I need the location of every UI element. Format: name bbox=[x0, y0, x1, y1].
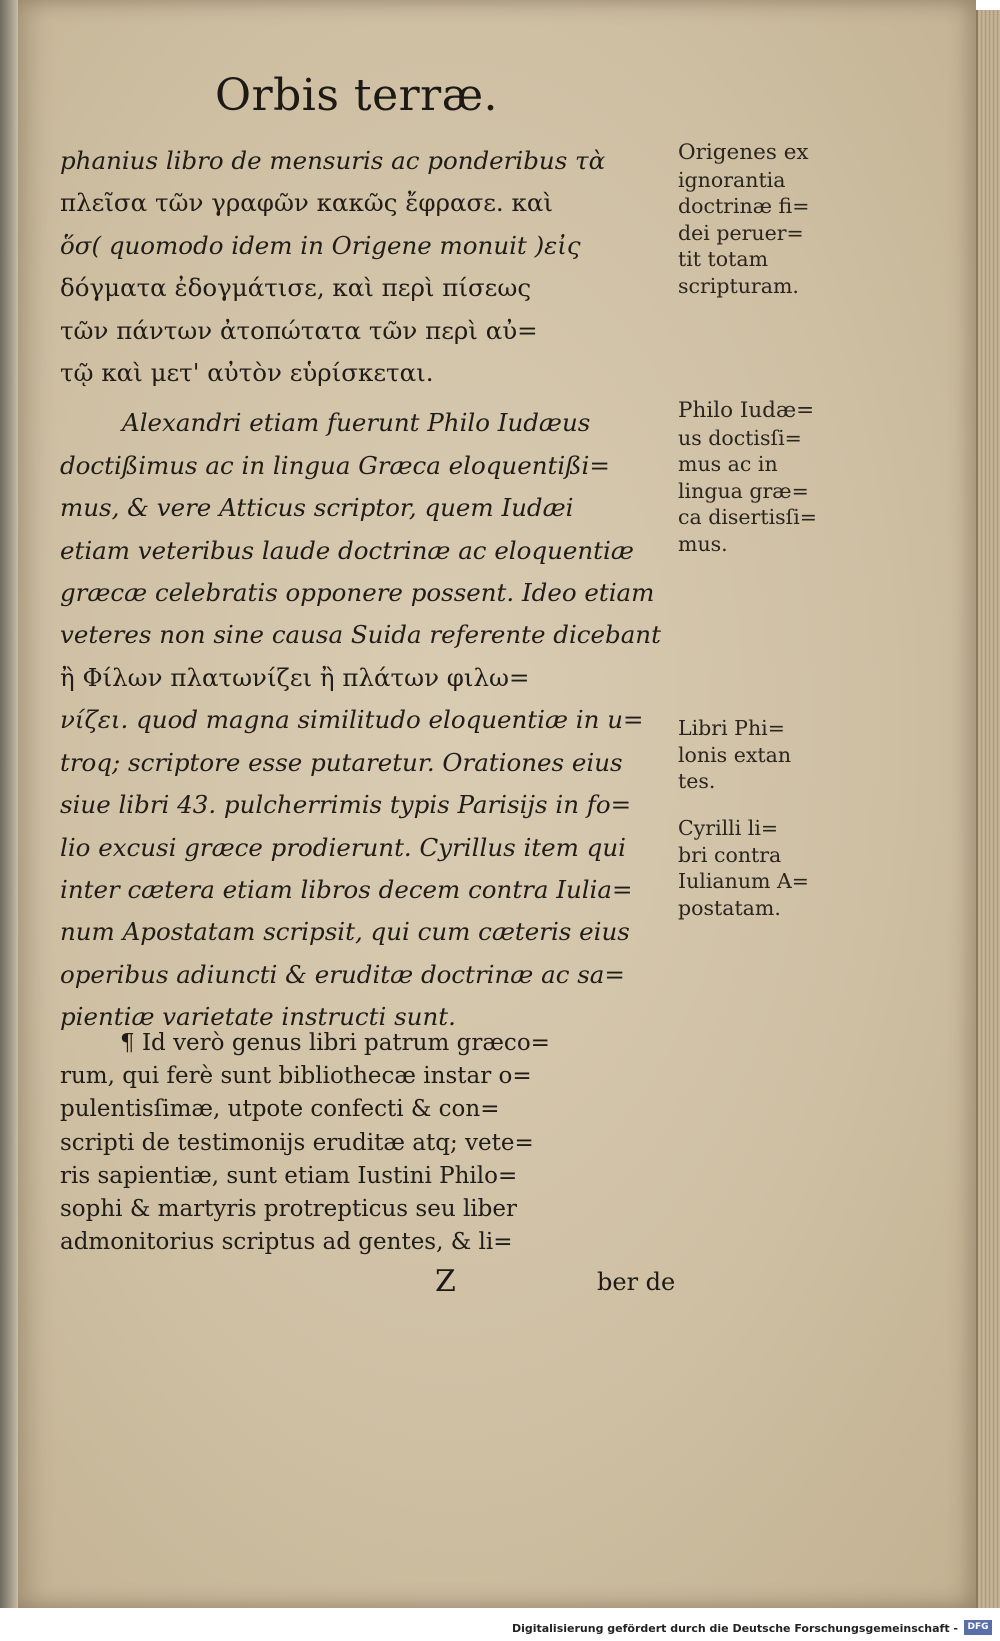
page-fore-edge bbox=[976, 10, 1000, 1608]
marginal-note-origenes bbox=[678, 140, 878, 299]
text-line-greek: δόγματα ἐδογμάτισε, καὶ περὶ πίσεως bbox=[60, 273, 532, 303]
text-line: scripti de testimonijs eruditæ atq; vete= bbox=[60, 1129, 534, 1156]
text-line: ¶ Id verò genus libri patrum græco= bbox=[120, 1030, 550, 1056]
note-line: tes. bbox=[678, 769, 716, 793]
text-line: num Apostatam scripsit, qui cum cæteris eius bbox=[60, 917, 630, 947]
note-line: doctrinæ fi= bbox=[678, 194, 810, 218]
text-line: ὅσ( quomodo idem in Origene monuit )εἰς bbox=[60, 230, 581, 260]
text-line: νίζει. quod magna similitudo eloquentiæ in u= bbox=[60, 705, 644, 735]
paragraph-2 bbox=[60, 402, 670, 1038]
note-line: dei peruer= bbox=[678, 220, 804, 245]
note-line: lingua græ= bbox=[678, 478, 809, 503]
text-line: sophi & martyris protrepticus seu liber bbox=[60, 1196, 517, 1223]
roman-text-paragraph bbox=[60, 1027, 690, 1259]
note-line: Iulianum A= bbox=[678, 869, 809, 893]
catchword: ber de bbox=[597, 1268, 676, 1296]
signature-mark: Z bbox=[435, 1264, 456, 1299]
text-line-greek: ἢ Φίλων πλατωνίζει ἢ πλάτων φιλω= bbox=[60, 662, 530, 692]
note-line: lonis extan bbox=[678, 742, 792, 767]
text-line-greek: τῶν πάντων ἀτοπώτατα τῶν περὶ αὐ= bbox=[60, 315, 538, 345]
note-line: ca disertisſi= bbox=[678, 505, 817, 529]
text-line: veteres non sine causa Suida referente dicebant bbox=[60, 620, 661, 650]
note-line: us doctisſi= bbox=[678, 425, 802, 450]
note-line: ignorantia bbox=[678, 167, 786, 192]
text-line: pientiæ varietate instructi sunt. bbox=[60, 1002, 456, 1032]
note-line: bri contra bbox=[678, 842, 782, 867]
dfg-logo-icon: DFG bbox=[964, 1620, 992, 1635]
text-line: pulentisſimæ, utpote confecti & con= bbox=[60, 1096, 500, 1123]
note-line: scripturam. bbox=[678, 273, 799, 298]
note-line: Origenes ex bbox=[678, 140, 809, 165]
text-line: rum, qui ferè sunt bibliothecæ instar o= bbox=[60, 1063, 532, 1090]
text-line-greek: τῷ καὶ μετ' αὐτὸν εὑρίσκεται. bbox=[60, 358, 434, 388]
marginal-note-libri-philonis bbox=[678, 715, 878, 795]
text-line: admonitorius scriptus ad gentes, & li= bbox=[60, 1229, 513, 1256]
text-line: troq; scriptore esse putaretur. Orationes eius bbox=[60, 747, 623, 777]
note-line: Libri Phi= bbox=[678, 716, 785, 740]
text-line: inter cætera etiam libros decem contra Iulia= bbox=[60, 874, 633, 904]
note-line: Cyrilli li= bbox=[678, 816, 779, 840]
text-line: etiam veteribus laude doctrinæ ac eloquentiæ bbox=[60, 535, 634, 565]
marginal-note-philo bbox=[678, 398, 878, 557]
note-line: mus ac in bbox=[678, 452, 778, 476]
text-line: Alexandri etiam fuerunt Philo Iudæus bbox=[122, 408, 591, 438]
note-line: mus. bbox=[678, 531, 728, 556]
text-line: phanius libro de mensuris ac ponderibus τὰ bbox=[60, 146, 606, 175]
text-line: lio excusi græce prodierunt. Cyrillus item qui bbox=[60, 832, 626, 862]
text-line: operibus adiuncti & eruditæ doctrinæ ac sa= bbox=[60, 959, 625, 989]
running-head: Orbis terræ. bbox=[215, 70, 499, 121]
footer-credit: Digitalisierung gefördert durch die Deutsche Forschungsgemeinschaft - bbox=[511, 1622, 958, 1635]
text-line: græcæ celebratis opponere possent. Ideo etiam bbox=[60, 578, 655, 608]
note-line: postatam. bbox=[678, 895, 781, 920]
text-line: siue libri 43. pulcherrimis typis Parisijs in fo= bbox=[60, 790, 632, 820]
book-spine-edge bbox=[0, 0, 18, 1641]
paragraph-1 bbox=[60, 140, 670, 394]
main-text-column bbox=[60, 140, 670, 1039]
text-line: mus, & vere Atticus scriptor, quem Iudæi bbox=[60, 493, 574, 523]
note-line: tit totam bbox=[678, 247, 769, 271]
text-line-greek: πλεῖσα τῶν γραφῶν κακῶς ἔφρασε. καὶ bbox=[60, 188, 553, 218]
text-line: ris sapientiæ, sunt etiam Iustini Philo= bbox=[60, 1162, 518, 1189]
marginal-note-cyrilli bbox=[678, 815, 878, 921]
text-line: doctißimus ac in lingua Græca eloquentißi= bbox=[60, 450, 610, 480]
note-line: Philo Iudæ= bbox=[678, 398, 815, 423]
